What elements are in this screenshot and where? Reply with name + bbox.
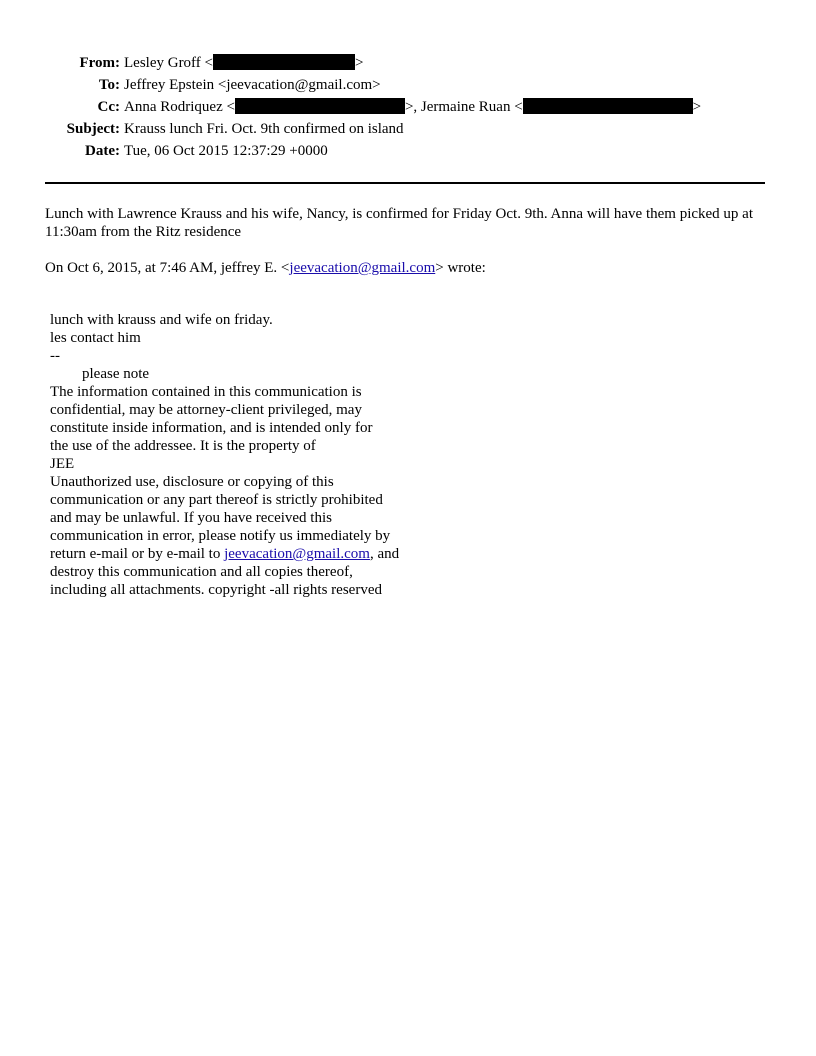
disclaimer-line: the use of the addressee. It is the property of bbox=[50, 438, 316, 454]
redaction-block bbox=[213, 54, 355, 70]
quoted-line: les contact him bbox=[50, 330, 141, 346]
subject-label: Subject: bbox=[66, 121, 120, 137]
from-row bbox=[0, 52, 816, 74]
date-value: Tue, 06 Oct 2015 12:37:29 +0000 bbox=[124, 143, 328, 159]
to-label: To: bbox=[98, 77, 120, 93]
cc-close: > bbox=[692, 99, 702, 115]
attribution-prefix: On Oct 6, 2015, at 7:46 AM, jeffrey E. < bbox=[45, 260, 290, 276]
disclaimer-line: JEE bbox=[50, 456, 75, 472]
disclaimer-line: communication or any part thereof is strictly prohibited bbox=[50, 492, 383, 508]
from-label: From: bbox=[79, 55, 120, 71]
disclaimer-line: confidential, may be attorney-client privileged, may bbox=[50, 402, 362, 418]
date-row bbox=[0, 140, 816, 162]
quoted-line: lunch with krauss and wife on friday. bbox=[50, 312, 273, 328]
cc-label: Cc: bbox=[97, 99, 120, 115]
disclaimer-line: constitute inside information, and is intended only for bbox=[50, 420, 373, 436]
cc-row bbox=[0, 96, 816, 118]
disclaimer-email-link[interactable]: jeevacation@gmail.com bbox=[224, 546, 370, 562]
disclaimer-text: return e-mail or by e-mail to bbox=[50, 546, 225, 562]
from-value bbox=[124, 52, 363, 74]
disclaimer-heading: please note bbox=[82, 366, 150, 382]
redaction-block bbox=[235, 98, 405, 114]
cc-value bbox=[124, 96, 701, 118]
disclaimer-line: including all attachments. copyright -all rights reserved bbox=[50, 582, 382, 598]
disclaimer-line: and may be unlawful. If you have received this bbox=[50, 510, 332, 526]
redaction-block bbox=[523, 98, 693, 114]
subject-value: Krauss lunch Fri. Oct. 9th confirmed on island bbox=[124, 121, 404, 137]
disclaimer-line: The information contained in this communication is bbox=[50, 384, 362, 400]
to-row bbox=[0, 74, 816, 96]
to-value: Jeffrey Epstein <jeevacation@gmail.com> bbox=[124, 77, 381, 93]
disclaimer-text: , and bbox=[369, 546, 400, 562]
message-body: Lunch with Lawrence Krauss and his wife, Nancy, is confirmed for Friday Oct. 9th. Anna will have them picked up at 11:30am from the Ritz residence bbox=[45, 206, 753, 240]
reply-attribution bbox=[45, 259, 486, 277]
subject-row bbox=[0, 118, 816, 140]
header-divider bbox=[45, 182, 765, 184]
quoted-message bbox=[50, 311, 470, 599]
signature-separator: -- bbox=[50, 348, 60, 364]
from-name: Lesley Groff < bbox=[124, 55, 213, 71]
cc-separator: >, Jermaine Ruan < bbox=[404, 99, 523, 115]
from-close: > bbox=[355, 55, 364, 71]
email-header bbox=[0, 52, 816, 162]
attribution-suffix: > wrote: bbox=[435, 260, 486, 276]
disclaimer-line: Unauthorized use, disclosure or copying of this bbox=[50, 474, 334, 490]
disclaimer-line bbox=[50, 545, 470, 563]
disclaimer-line: communication in error, please notify us immediately by bbox=[50, 528, 391, 544]
attribution-email-link[interactable]: jeevacation@gmail.com bbox=[289, 260, 436, 276]
cc-name-1: Anna Rodriquez < bbox=[124, 99, 235, 115]
disclaimer-line: destroy this communication and all copies thereof, bbox=[50, 564, 353, 580]
date-label: Date: bbox=[85, 143, 120, 159]
